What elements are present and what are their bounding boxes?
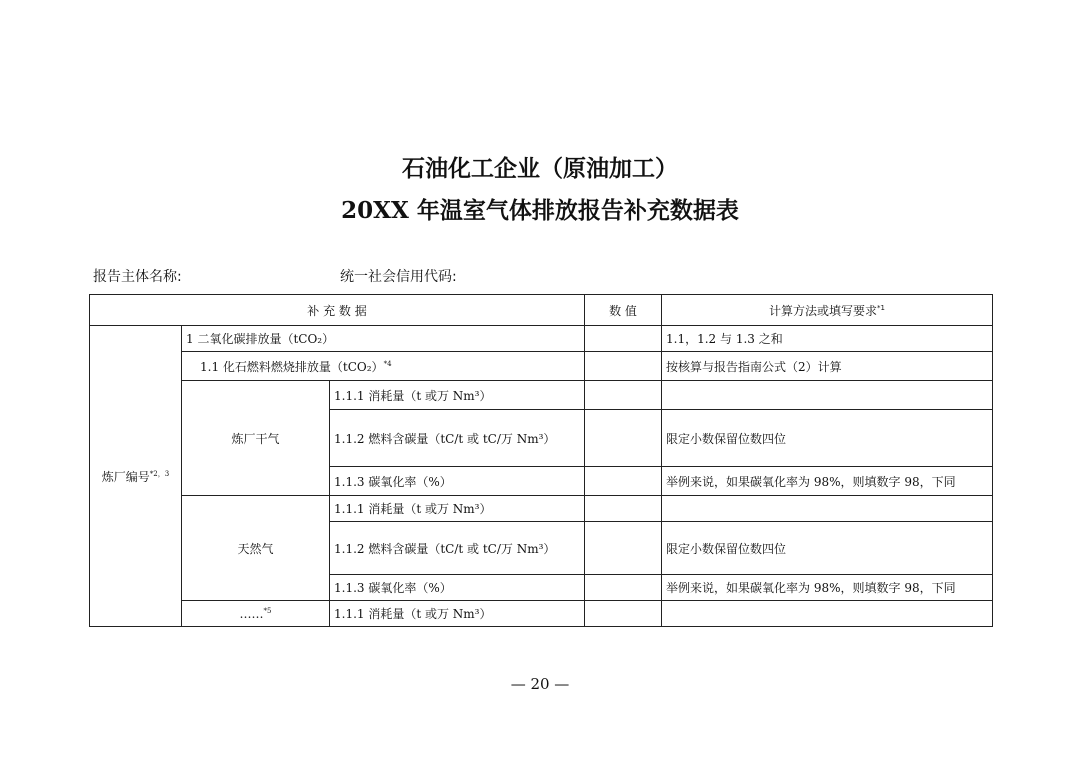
document-title-line1: 石油化工企业（原油加工）: [402, 155, 678, 182]
plant-id-cell: [90, 326, 182, 627]
document-title-line2: 20XX 年温室气体排放报告补充数据表: [341, 197, 739, 224]
fuel-name-refinery-gas: 炼厂干气: [182, 381, 330, 496]
header-method: [662, 295, 993, 326]
header-method-label: 计算方法或填写要求: [769, 303, 878, 318]
fuel-item-method: [662, 601, 993, 627]
page-number: — 20 —: [510, 675, 570, 693]
fuel-item-method: 举例来说，如果碳氧化率为 98%，则填数字 98，下同: [662, 467, 993, 496]
fuel-item-method: 举例来说，如果碳氧化率为 98%，则填数字 98，下同: [662, 575, 993, 601]
table-header-row: [90, 295, 993, 326]
fuel-item-value[interactable]: [585, 496, 662, 522]
fuel-item-method: 限定小数保留位数四位: [662, 410, 993, 467]
fuel-item-label: 1.1.2 燃料含碳量（tC/t 或 tC/万 Nm³）: [330, 410, 585, 467]
fuel-item-value[interactable]: [585, 522, 662, 575]
row-1-1-method: 按核算与报告指南公式（2）计算: [662, 352, 993, 381]
fuel-item-method: [662, 496, 993, 522]
fuel-item-value[interactable]: [585, 410, 662, 467]
row-1-value[interactable]: [585, 326, 662, 352]
fuel-item-method: [662, 381, 993, 410]
row-1-1-value[interactable]: [585, 352, 662, 381]
row-1-1-cell: [182, 352, 585, 381]
header-method-note: *1: [877, 303, 885, 312]
fuel-item-label: 1.1.1 消耗量（t 或万 Nm³）: [330, 496, 585, 522]
table-row: [90, 326, 993, 352]
table-row: [90, 352, 993, 381]
header-value: 数 值: [585, 295, 662, 326]
fuel-item-value[interactable]: [585, 467, 662, 496]
plant-id-label: 炼厂编号: [101, 469, 150, 484]
supplement-data-table: [89, 294, 993, 627]
row-1-method: 1.1，1.2 与 1.3 之和: [662, 326, 993, 352]
table-row: [90, 601, 993, 627]
fuel-name-natural-gas: 天然气: [182, 496, 330, 601]
plant-id-note: *2，3: [149, 469, 170, 478]
credit-code-label: 统一社会信用代码:: [340, 269, 457, 285]
fuel-more-label: ……: [239, 606, 264, 621]
table-row: [90, 496, 993, 522]
fuel-item-value[interactable]: [585, 381, 662, 410]
fuel-item-label: 1.1.2 燃料含碳量（tC/t 或 tC/万 Nm³）: [330, 522, 585, 575]
fuel-item-label: 1.1.1 消耗量（t 或万 Nm³）: [330, 381, 585, 410]
fuel-item-label: 1.1.3 碳氧化率（%）: [330, 575, 585, 601]
fuel-item-label: 1.1.1 消耗量（t 或万 Nm³）: [330, 601, 585, 627]
fuel-item-method: 限定小数保留位数四位: [662, 522, 993, 575]
row-1-1-label: 1.1 化石燃料燃烧排放量（tCO₂）: [200, 359, 384, 374]
fuel-name-more: [182, 601, 330, 627]
fuel-more-note: *5: [263, 606, 272, 615]
row-1-1-note: *4: [383, 359, 392, 368]
fuel-item-label: 1.1.3 碳氧化率（%）: [330, 467, 585, 496]
fuel-item-value[interactable]: [585, 575, 662, 601]
header-supplement: 补 充 数 据: [90, 295, 585, 326]
table-row: [90, 381, 993, 410]
reporter-name-label: 报告主体名称:: [93, 269, 182, 285]
row-1-label: 1 二氧化碳排放量（tCO₂）: [182, 326, 585, 352]
fuel-item-value[interactable]: [585, 601, 662, 627]
